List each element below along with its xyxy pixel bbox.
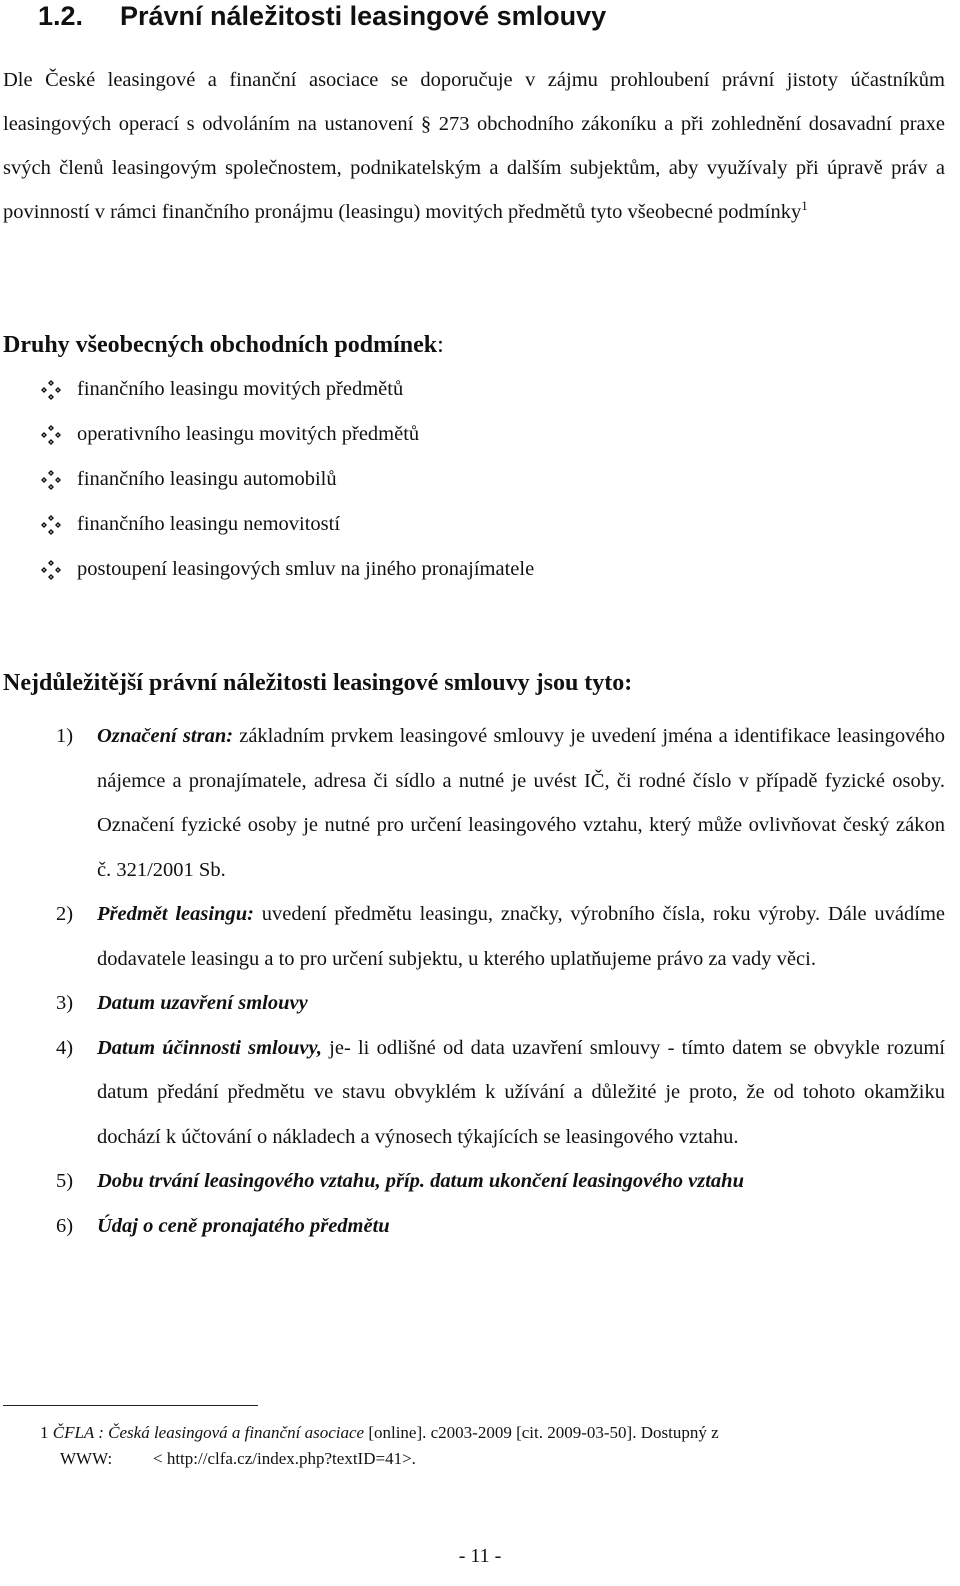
chapter-title-text: Právní náležitosti leasingové smlouvy — [120, 1, 607, 31]
item-label: Datum uzavření smlouvy — [97, 992, 308, 1014]
item-number: 6) — [56, 1214, 74, 1237]
list-item-text: postoupení leasingových smluv na jiného pronajímatele — [77, 558, 535, 580]
list-item-text: finančního leasingu automobilů — [77, 468, 337, 490]
footnote-www-label: WWW: — [60, 1449, 113, 1468]
item-number: 5) — [56, 1170, 74, 1192]
item-text: základním prvkem leasingové smlouvy je uvedení jména a identifikace leasingového nájemce a pronajímatele, adresa či sídlo a nutné je uvést IČ, či rodné číslo v případě fyzické osoby. Označení fyzické osoby je nutné pro určení leasingového vztahu, který může ovlivňovat český zákon č. 321/2001 Sb. — [97, 725, 945, 881]
intro-text: Dle České leasingové a finanční asociace se doporučuje v zájmu prohloubení právní jistoty účastníkům leasingových operací s odvoláním na ustanovení § 273 obchodního zákoníku a při zohlednění dosavadní praxe svých členů leasingovým společnostem, podnikatelským a dalším subjektům, aby využívaly při úpravě práv a povinností v rámci finančního pronájmu (leasingu) movitých předmětů tyto všeobecné podmínky — [3, 69, 945, 223]
item-number: 4) — [56, 1036, 74, 1059]
requirement-item — [0, 714, 945, 892]
footnote-url-link[interactable]: < http://clfa.cz/index.php?textID=41>. — [153, 1449, 416, 1468]
item-label: Předmět leasingu: — [97, 903, 254, 925]
conditions-list — [0, 372, 534, 597]
item-text: uvedení předmětu leasingu, značky, výrobního čísla, roku výroby. Dále uvádíme dodavatele leasingu a to pro určení subjektu, u kterého uplatňujeme právo za vady věci. — [97, 903, 945, 970]
requirements-list — [0, 714, 945, 1248]
footnote-line-2 — [40, 1446, 920, 1472]
footnote — [40, 1420, 920, 1472]
requirement-item — [0, 1026, 945, 1160]
four-diamond-bullet-icon — [40, 469, 62, 491]
footnote-divider — [3, 1405, 258, 1406]
list-item-text: finančního leasingu movitých předmětů — [77, 378, 404, 400]
list-item-text: finančního leasingu nemovitostí — [77, 513, 341, 535]
heading-colon: : — [437, 332, 444, 358]
item-label: Datum účinnosti smlouvy, — [97, 1036, 322, 1059]
section-heading-types — [3, 332, 444, 359]
requirement-item — [0, 1204, 945, 1249]
section-heading-requirements: Nejdůležitější právní náležitosti leasingové smlouvy jsou tyto: — [3, 670, 633, 696]
intro-paragraph — [3, 58, 945, 234]
four-diamond-bullet-icon — [40, 514, 62, 536]
list-item — [0, 462, 534, 507]
list-item-text: operativního leasingu movitých předmětů — [77, 423, 420, 445]
list-item — [0, 552, 534, 597]
chapter-title — [38, 0, 606, 32]
item-text: je- li odlišné od data uzavření smlouvy - tímto datem se obvykle rozumí datum předání předmětu ve stavu obvyklém k užívání a důležité je proto, že od tohoto okamžiku dochází k účtování o nákladech a výnosech týkajících se leasingového vztahu. — [97, 1036, 945, 1148]
four-diamond-bullet-icon — [40, 379, 62, 401]
page-number: - 11 - — [458, 1545, 502, 1567]
item-number: 2) — [56, 903, 74, 925]
list-item — [0, 372, 534, 417]
footnote-source: ČFLA : Česká leasingová a finanční asociace — [52, 1423, 365, 1442]
item-label: Dobu trvání leasingového vztahu, příp. datum ukončení leasingového vztahu — [97, 1170, 744, 1192]
item-number: 1) — [56, 725, 74, 747]
list-item — [0, 507, 534, 552]
item-label: Označení stran: — [97, 725, 234, 747]
item-number: 3) — [56, 992, 74, 1014]
four-diamond-bullet-icon — [40, 424, 62, 446]
four-diamond-bullet-icon — [40, 559, 62, 581]
footnote-details: [online]. c2003-2009 [cit. 2009-03-50]. Dostupný z — [364, 1423, 719, 1442]
requirement-item — [0, 981, 945, 1026]
requirement-item — [0, 1159, 945, 1204]
footnote-number: 1 — [40, 1423, 49, 1442]
footnote-line-1 — [40, 1420, 920, 1446]
section-heading-types-text: Druhy všeobecných obchodních podmínek — [3, 332, 438, 358]
list-item — [0, 417, 534, 462]
chapter-number: 1.2. — [38, 1, 84, 31]
footnote-reference[interactable]: 1 — [801, 198, 808, 214]
requirement-item — [0, 892, 945, 981]
item-label: Údaj o ceně pronajatého předmětu — [97, 1214, 390, 1237]
